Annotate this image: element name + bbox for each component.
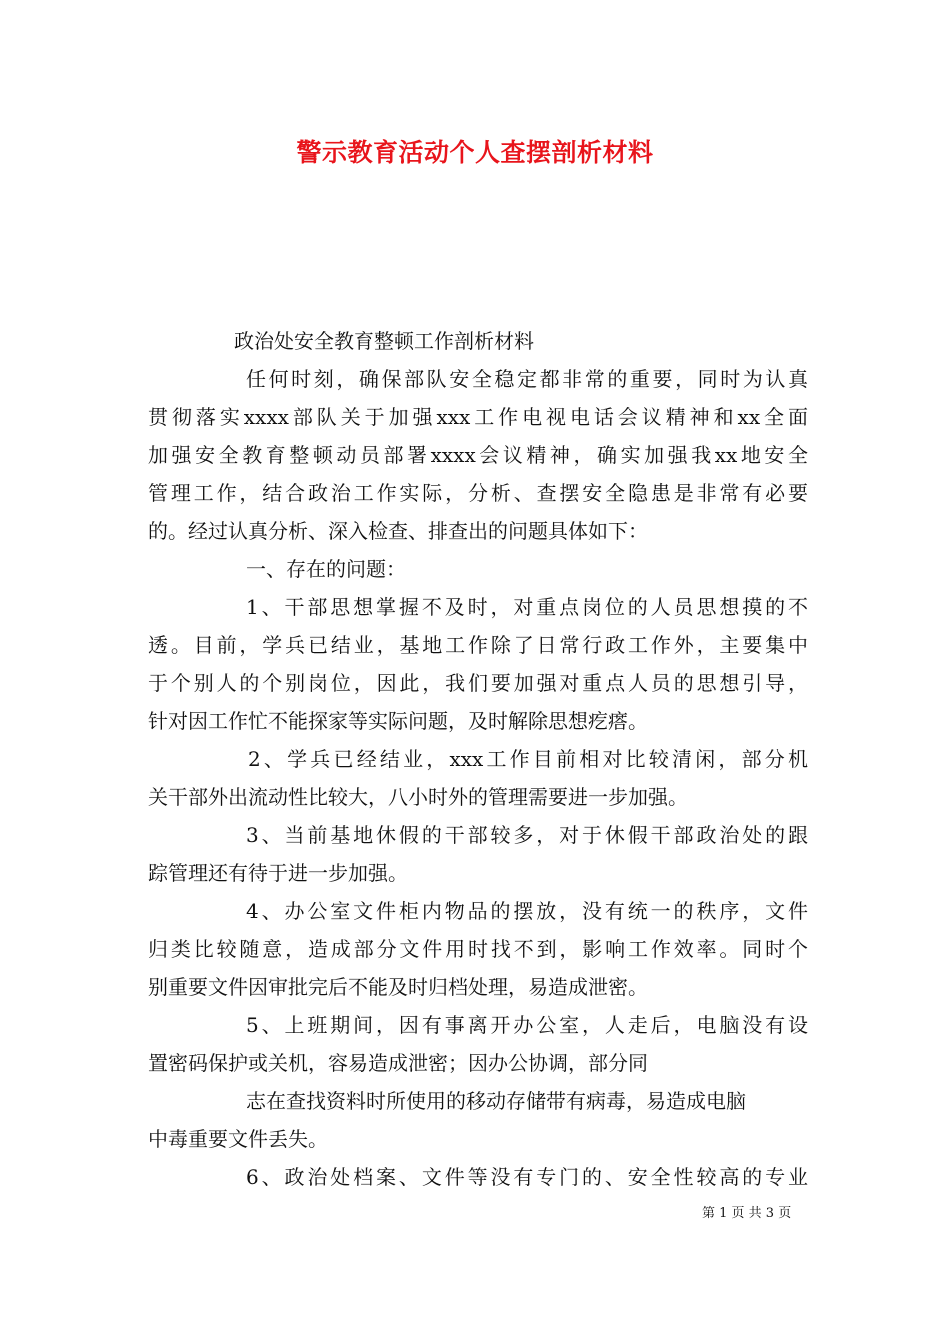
list-item-line: 归类比较随意，造成部分文件用时找不到，影响工作效率。同时个: [148, 937, 808, 961]
list-item-line: 于个别人的个别岗位，因此，我们要加强对重点人员的思想引导，: [148, 671, 808, 695]
paragraph-line: 的。经过认真分析、深入检查、排查出的问题具体如下：: [148, 519, 648, 543]
paragraph-line: 任何时刻，确保部队安全稳定都非常的重要，同时为认真: [246, 367, 808, 391]
list-item-line: 志在查找资料时所使用的移动存储带有病毒，易造成电脑: [246, 1089, 746, 1113]
list-item-line: 4、办公室文件柜内物品的摆放，没有统一的秩序，文件: [246, 899, 808, 923]
section-heading: 政治处安全教育整顿工作剖析材料: [234, 329, 534, 353]
list-item-line: 3、当前基地休假的干部较多，对于休假干部政治处的跟: [246, 823, 808, 847]
list-item-line: 5、上班期间，因有事离开办公室，人走后，电脑没有设: [246, 1013, 808, 1037]
list-item-line: 透。目前，学兵已结业，基地工作除了日常行政工作外，主要集中: [148, 633, 808, 657]
list-item-line: 针对因工作忙不能探家等实际问题，及时解除思想疙瘩。: [148, 709, 648, 733]
page-number: 第 1 页 共 3 页: [702, 1206, 792, 1221]
paragraph-line: 加强安全教育整顿动员部署xxxx会议精神，确实加强我xx地安全: [148, 443, 808, 467]
list-item-line: 中毒重要文件丢失。: [148, 1127, 328, 1151]
list-item-line: 2、学兵已经结业，xxx工作目前相对比较清闲，部分机: [248, 747, 808, 771]
list-item-line: 踪管理还有待于进一步加强。: [148, 861, 408, 885]
paragraph-line: 贯彻落实xxxx部队关于加强xxx工作电视电话会议精神和xx全面: [148, 405, 808, 429]
list-item-line: 置密码保护或关机，容易造成泄密；因办公协调，部分同: [148, 1051, 648, 1075]
list-item-line: 1、干部思想掌握不及时，对重点岗位的人员思想摸的不: [246, 595, 808, 619]
list-item-line: 关干部外出流动性比较大，八小时外的管理需要进一步加强。: [148, 785, 688, 809]
list-item-line: 6、政治处档案、文件等没有专门的、安全性较高的专业: [246, 1165, 808, 1189]
paragraph-line: 管理工作，结合政治工作实际，分析、查摆安全隐患是非常有必要: [148, 481, 808, 505]
document-title: 警示教育活动个人查摆剖析材料: [296, 138, 654, 167]
list-item-line: 别重要文件因审批完后不能及时归档处理，易造成泄密。: [148, 975, 648, 999]
list-heading: 一、存在的问题：: [246, 557, 406, 581]
document-body: [148, 322, 808, 1196]
